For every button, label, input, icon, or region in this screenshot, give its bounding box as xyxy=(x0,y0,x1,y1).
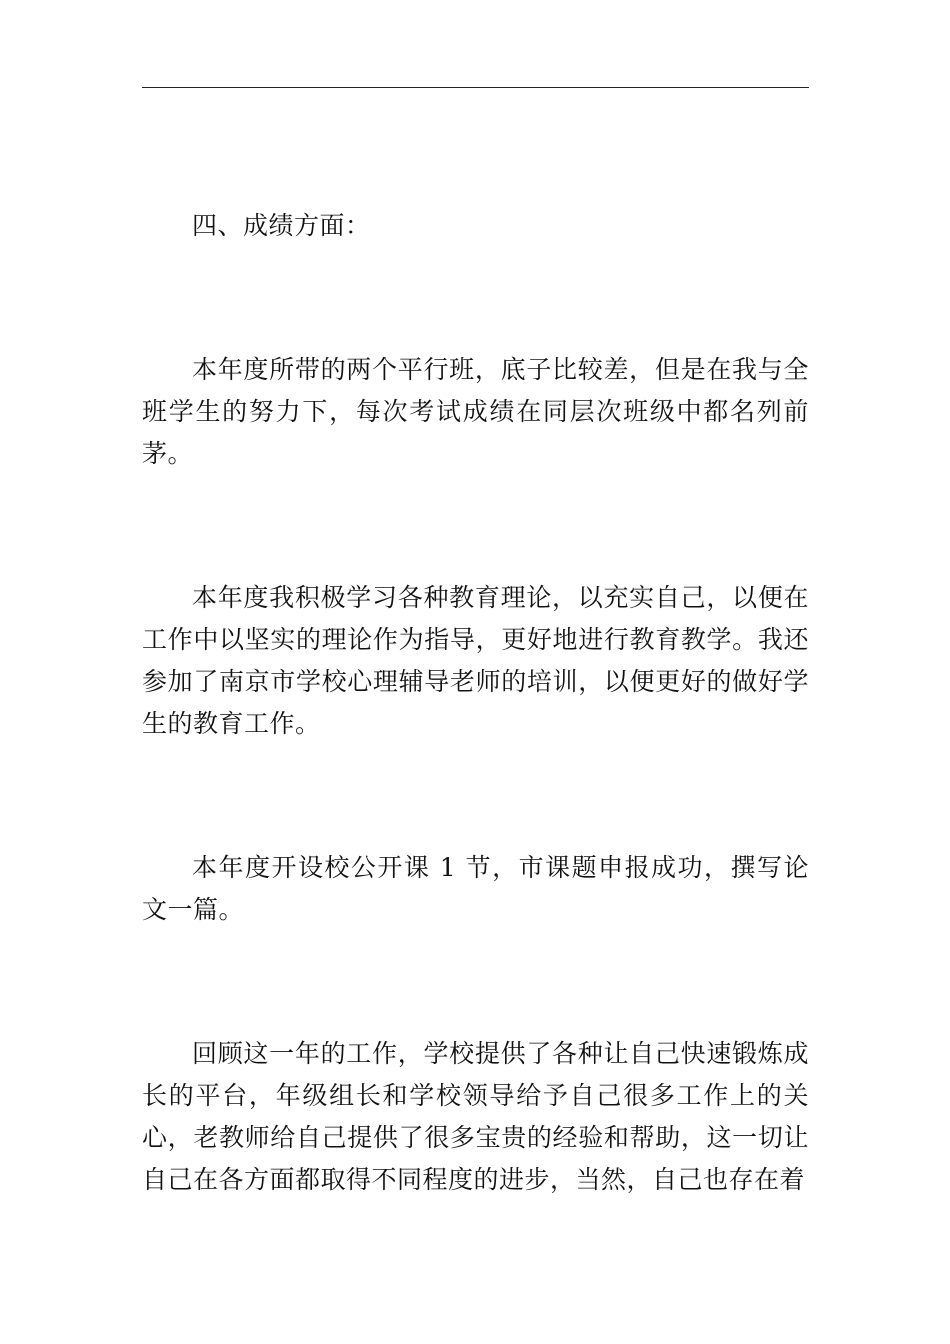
paragraph-study: 本年度我积极学习各种教育理论，以充实自己，以便在工作中以坚实的理论作为指导，更好地进行教育教学。我还参加了南京市学校心理辅导老师的培训，以便更好的做好学生的教育工作。 xyxy=(142,583,809,738)
paragraph-results: 本年度所带的两个平行班，底子比较差，但是在我与全班学生的努力下，每次考试成绩在同层次班级中都名列前茅。 xyxy=(142,355,809,468)
paragraph-review: 回顾这一年的工作，学校提供了各种让自己快速锻炼成长的平台，年级组长和学校领导给予自己很多工作上的关心，老教师给自己提供了很多宝贵的经验和帮助，这一切让自己在各方面都取得不同程度的进步，当然，自己也存在着 xyxy=(142,1039,809,1194)
header-rule xyxy=(142,87,809,88)
document-body xyxy=(142,205,809,1201)
section-heading: 四、成绩方面： xyxy=(192,211,371,240)
paragraph-achievements: 本年度开设校公开课 1 节，市课题申报成功，撰写论文一篇。 xyxy=(142,853,809,924)
